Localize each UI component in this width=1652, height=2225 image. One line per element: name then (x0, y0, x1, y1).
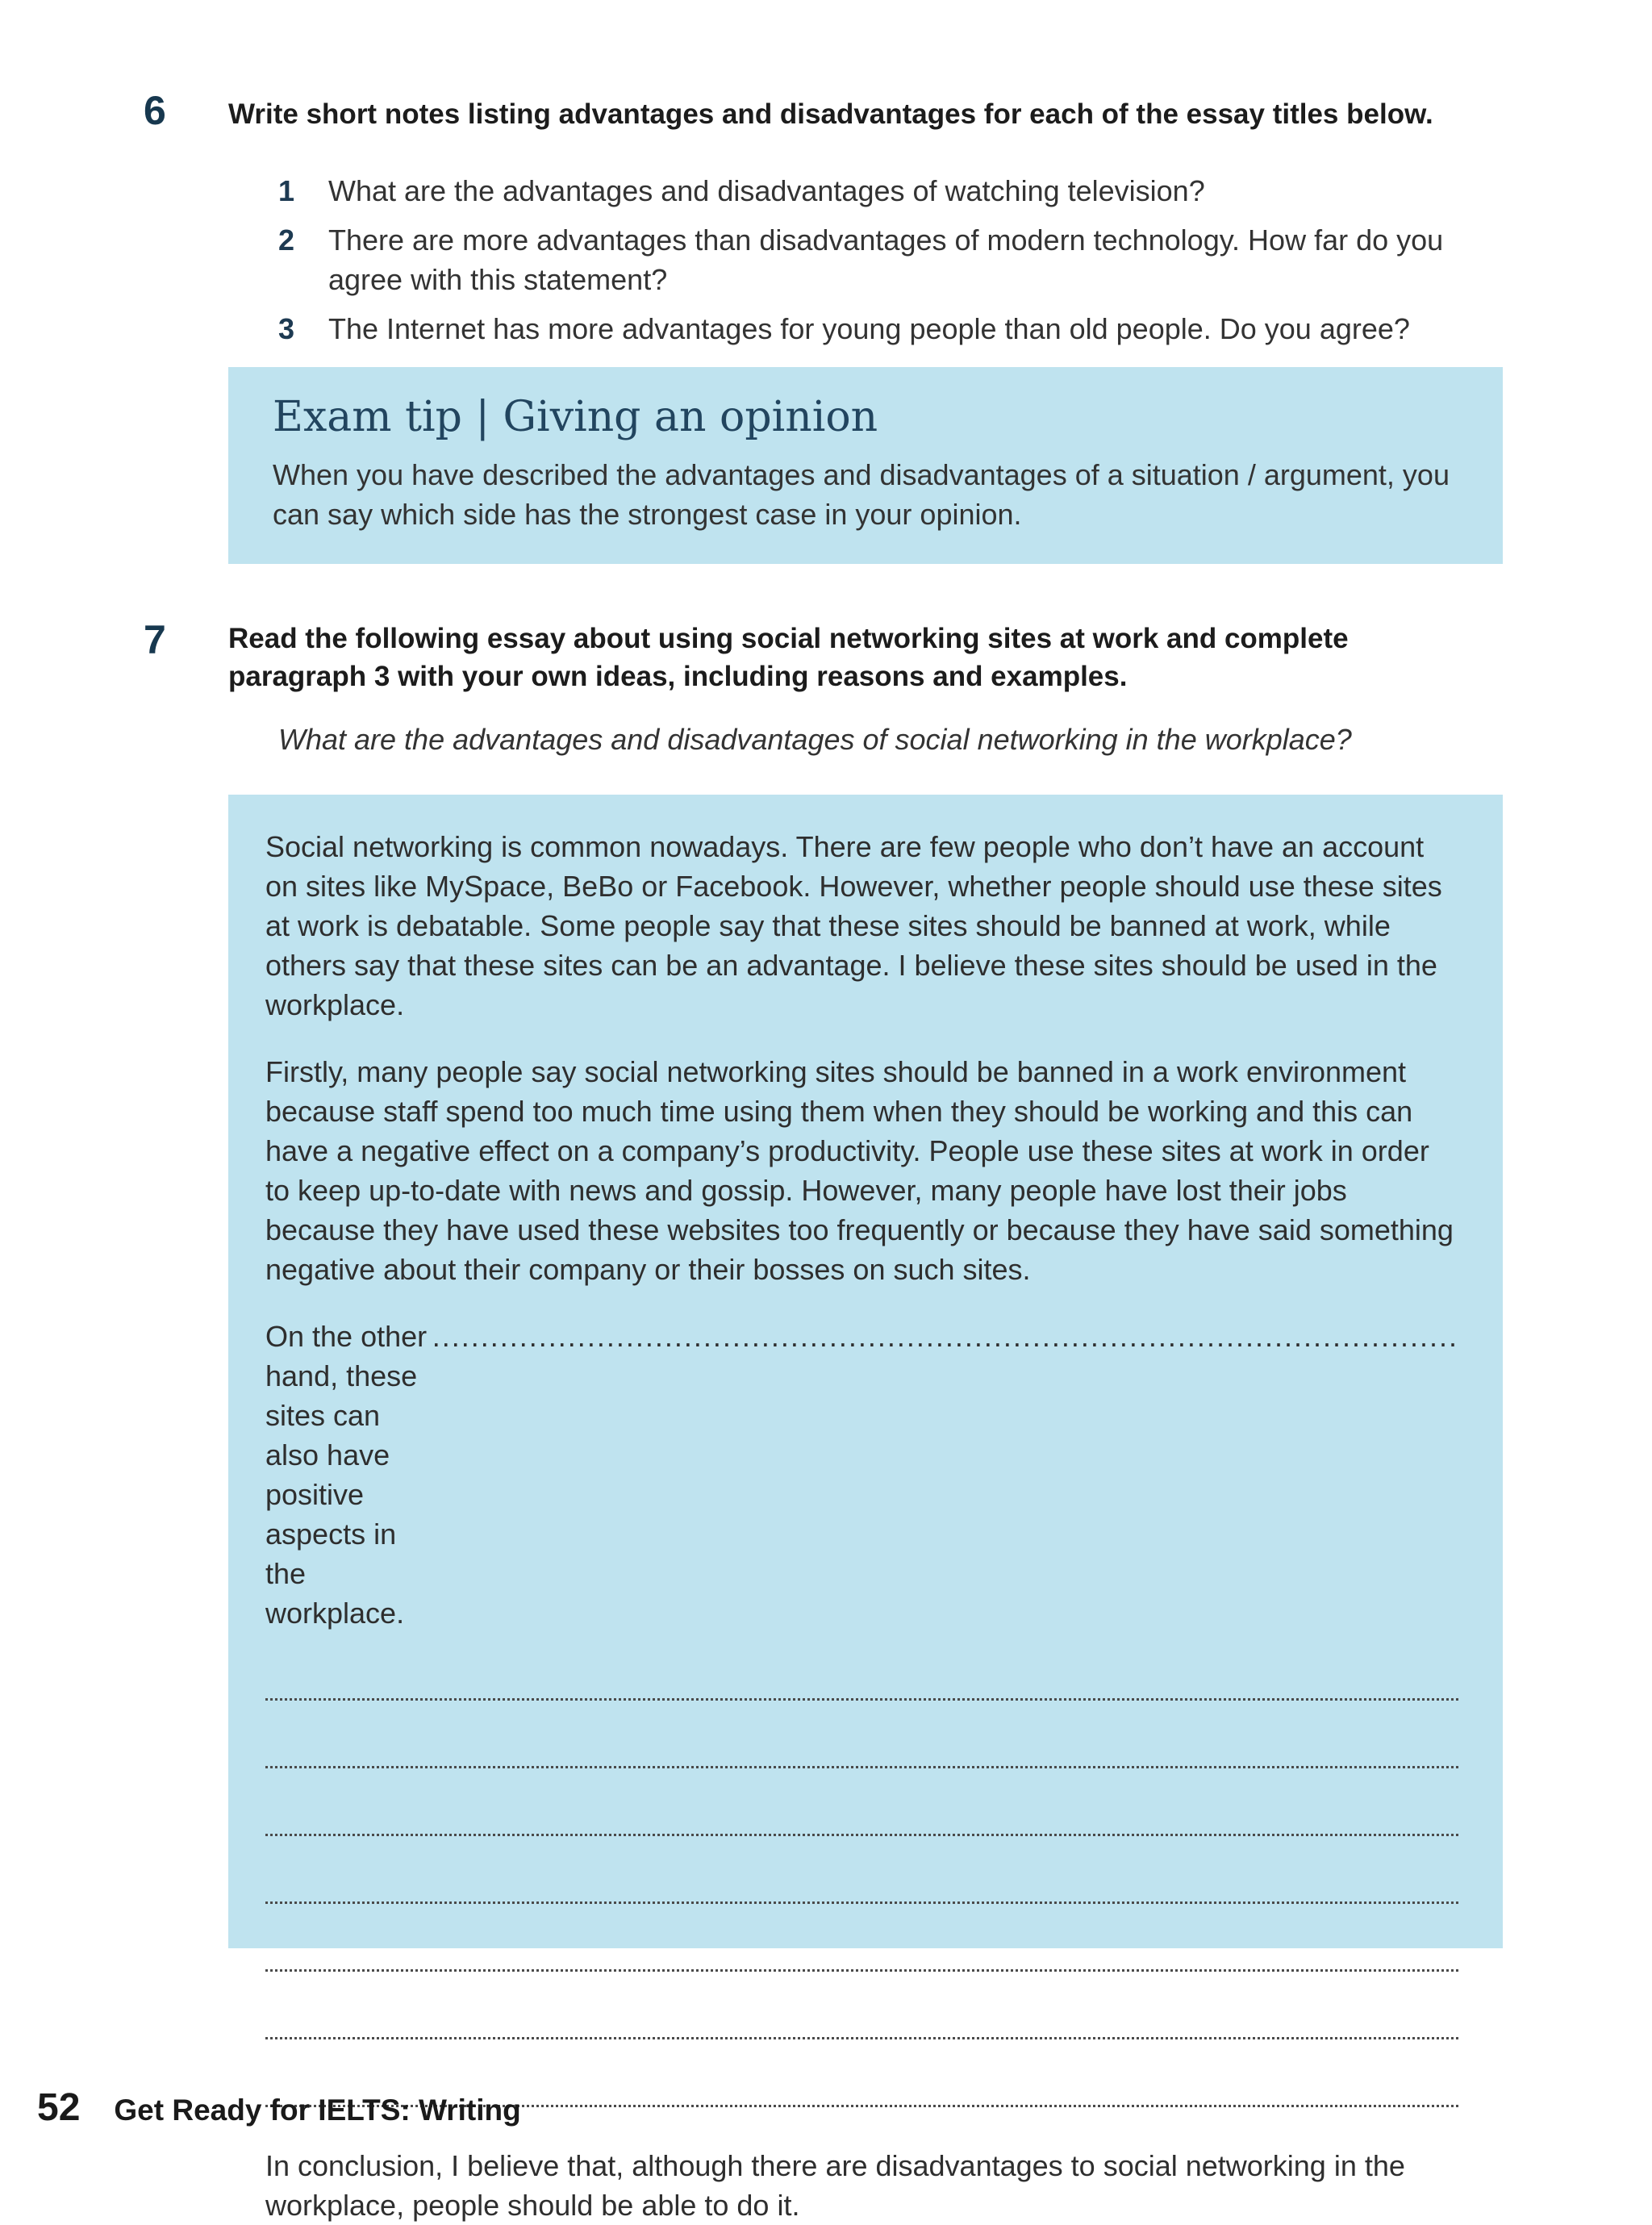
writing-line[interactable] (265, 1768, 1458, 1836)
exam-tip-box (228, 367, 1503, 564)
item-number: 1 (278, 174, 295, 207)
item-number: 2 (278, 223, 295, 257)
item-text: The Internet has more advantages for young people than old people. Do you agree? (328, 312, 1410, 345)
list-item (278, 171, 1504, 211)
writing-line[interactable] (265, 1633, 1458, 1701)
essay-title-list (278, 171, 1504, 358)
paragraph-3-dots: .......................................................................................................... (432, 1320, 1458, 1353)
writing-line[interactable] (265, 1904, 1458, 1972)
exercise-6-instruction: Write short notes listing advantages and disadvantages for each of the essay titles below. (228, 98, 1433, 130)
writing-lines[interactable] (265, 1633, 1458, 2107)
list-item (278, 309, 1504, 349)
list-item (278, 220, 1504, 299)
item-text: There are more advantages than disadvantages of modern technology. How far do you agree with this statement? (328, 223, 1444, 296)
exam-tip-title: Exam tip | Giving an opinion (273, 393, 878, 441)
exercise-7-instruction: Read the following essay about using social networking sites at work and complete paragraph 3 with your own ideas, including reasons and examples. (228, 623, 1349, 692)
writing-line[interactable] (265, 1972, 1458, 2039)
exercise-7-number: 7 (144, 617, 166, 662)
book-title: Get Ready for IELTS: Writing (114, 2094, 521, 2127)
item-text: What are the advantages and disadvantages of watching television? (328, 174, 1205, 207)
writing-line[interactable] (265, 1836, 1458, 1904)
essay-paragraph-2: Firstly, many people say social networking sites should be banned in a work environment because staff spend too much time using them when they should be working and this can have a negative effect on a company’s productivity. People use these sites at work in order to keep up-to-date with news and gossip. However, many people have lost their jobs because they have used these websites too frequently or because they have said something negative about their company or their bosses on such sites. (265, 1055, 1454, 1286)
exam-tip-text: When you have described the advantages and disadvantages of a situation / argument, you can say which side has the strongest case in your opinion. (273, 458, 1450, 532)
essay-conclusion: In conclusion, I believe that, although there are disadvantages to social networking in the workplace, people should be able to do it. (265, 2149, 1405, 2222)
essay-paragraph-1: Social networking is common nowadays. There are few people who don’t have an account on sites like MySpace, BeBo or Facebook. However, whether people should use these sites at work is debatable. Some people say that these sites should be banned at work, while others say that these sites can be an advantage. I believe these sites should be used in the workplace. (265, 830, 1442, 1021)
page-number: 52 (37, 2086, 81, 2129)
paragraph-3-start: On the other hand, these sites can also have positive aspects in the workplace. (265, 1320, 428, 1630)
exercise-6-number: 6 (144, 88, 166, 133)
writing-line[interactable] (265, 1701, 1458, 1768)
essay-paragraph-3 (265, 1317, 1458, 1633)
item-number: 3 (278, 312, 295, 345)
essay-question: What are the advantages and disadvantages of social networking in the workplace? (278, 723, 1352, 756)
page-footer (37, 2085, 521, 2130)
